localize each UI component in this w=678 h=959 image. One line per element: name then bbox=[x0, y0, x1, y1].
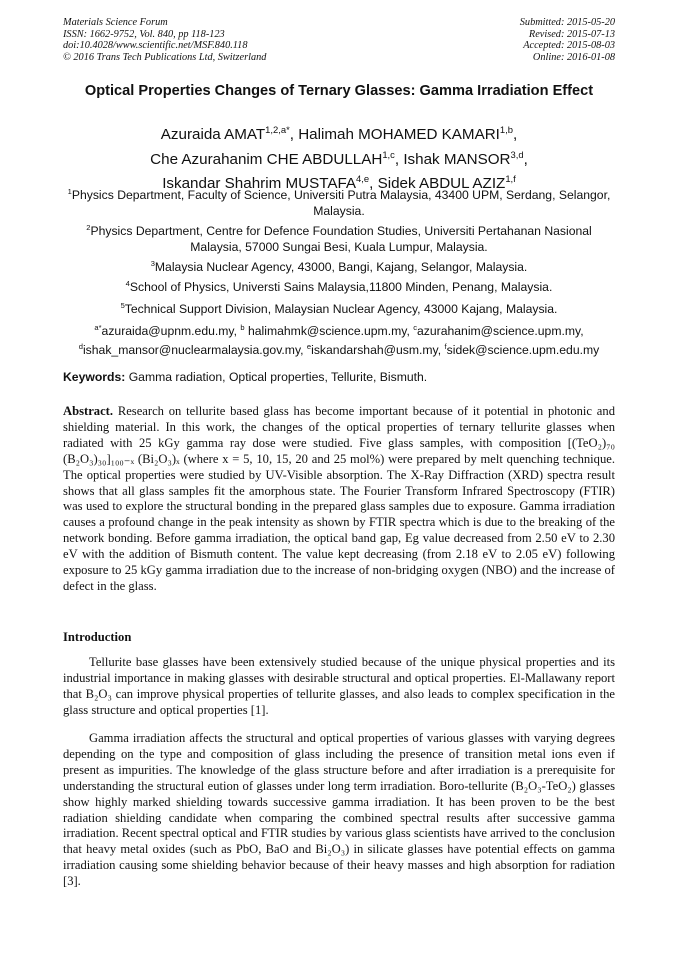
author-affiliation-marker: 1,2,a* bbox=[265, 124, 290, 135]
date-online: Online: 2016-01-08 bbox=[532, 51, 615, 63]
author-affiliation-marker: 1,f bbox=[505, 173, 516, 185]
email-marker: d bbox=[78, 342, 83, 352]
affiliation-number: 5 bbox=[120, 301, 125, 310]
affiliation-text: Physics Department, Centre for Defence Foundation Studies, Universiti Pertahanan Nasional Malaysia, 57000 Sungai Besi, Kuala Lumpur, Malaysia. bbox=[90, 224, 592, 255]
affiliation-number: 2 bbox=[86, 223, 91, 232]
email-address[interactable]: ishak_mansor@nuclearmalaysia.gov.my bbox=[82, 343, 301, 358]
author-separator: , bbox=[523, 150, 528, 168]
publication-dates bbox=[520, 17, 615, 63]
email-address[interactable]: iskandarshah@usm.my bbox=[311, 343, 438, 358]
author-separator: , bbox=[289, 126, 299, 144]
affiliation-2 bbox=[63, 220, 615, 255]
affiliation-text: School of Physics, Universti Sains Malaysia,11800 Minden, Penang, Malaysia. bbox=[129, 280, 553, 295]
journal-info bbox=[63, 17, 266, 63]
affiliation-number: 3 bbox=[150, 259, 155, 268]
author-affiliation-marker: 1,c bbox=[382, 148, 395, 160]
email-marker: e bbox=[306, 342, 312, 352]
abstract-text-part2: (where x = 5, 10, 15, 20 and 25 mol%) were prepared by melt quenching technique. The optical properties were studied by UV-Visible absorption. The X-Ray Diffraction (XRD) spectra result shows that all glass samples fit the amorphous state. The Fourier Transform Infrared Spectroscopy (FTIR) was used to explore the structural bonding in the prepared glass samples due to exposure. Gamma irradiation causes a profound change in the peak intensity as shown by FTIR spectra which is due to the breaking of the network bonding. Before gamma irradiation, the optical band gap, bbox=[63, 451, 615, 546]
email-marker: c bbox=[413, 323, 417, 332]
affiliation-3 bbox=[63, 256, 615, 275]
author-name: Che Azurahanim CHE ABDULLAH bbox=[150, 150, 383, 168]
abstract-band-gap-symbol: Eg bbox=[404, 531, 419, 546]
author-list bbox=[63, 120, 615, 194]
author-separator: , bbox=[369, 175, 378, 193]
affiliation-4 bbox=[63, 276, 615, 295]
affiliation-1 bbox=[63, 184, 615, 219]
email-address[interactable]: azurahanim@science.upm.my bbox=[417, 324, 581, 339]
abstract-text-part1: Research on tellurite based glass has become important because of it potential in photonic and shielding material. In this work, the changes of the optical properties of ternary tellurite glasses when radiated with 25 kGy gamma ray dose were studied. Five glass samples, with composition bbox=[63, 404, 615, 450]
journal-name: Materials Science Forum bbox=[63, 17, 168, 28]
journal-doi: doi:10.4028/www.scientific.net/MSF.840.118 bbox=[63, 40, 248, 52]
abstract-formula: [(TeO₂)₇₀ (B₂O₃)₃₀]₁₀₀₋ₓ (Bi₂O₃)ₓ bbox=[63, 435, 615, 466]
author-affiliation-marker: 4,e bbox=[356, 173, 370, 185]
email-address[interactable]: azuraida@upnm.edu.my bbox=[101, 324, 234, 339]
abstract-label: Abstract. bbox=[63, 404, 114, 418]
abstract bbox=[63, 404, 615, 595]
affiliation-number: 4 bbox=[125, 279, 130, 288]
section-heading-introduction: Introduction bbox=[63, 630, 132, 644]
keywords-text: Gamma radiation, Optical properties, Tellurite, Bismuth. bbox=[128, 370, 428, 384]
email-marker: b bbox=[240, 323, 245, 332]
author-name: Iskandar Shahrim MUSTAFA bbox=[162, 175, 357, 193]
date-submitted: Submitted: 2015-05-20 bbox=[519, 17, 615, 28]
keywords-label: Keywords: bbox=[63, 370, 126, 384]
date-revised: Revised: 2015-07-13 bbox=[528, 28, 615, 40]
affiliation-text: Technical Support Division, Malaysian Nuclear Agency, 43000 Kajang, Malaysia. bbox=[124, 302, 558, 317]
email-address[interactable]: halimahmk@science.upm.my bbox=[247, 324, 407, 339]
author-affiliation-marker: 3,d bbox=[510, 148, 524, 160]
author-name: Ishak MANSOR bbox=[403, 150, 511, 168]
author-separator: , bbox=[512, 126, 518, 144]
affiliation-number: 1 bbox=[67, 187, 72, 196]
affiliation-text: Malaysia Nuclear Agency, 43000, Bangi, Kajang, Selangor, Malaysia. bbox=[154, 260, 528, 275]
journal-copyright: © 2016 Trans Tech Publications Ltd, Switzerland bbox=[63, 51, 267, 63]
paper-title: Optical Properties Changes of Ternary Glasses: Gamma Irradiation Effect bbox=[84, 83, 594, 99]
email-address[interactable]: sidek@science.upm.edu.my bbox=[446, 343, 600, 358]
email-marker: a* bbox=[94, 323, 102, 332]
email-marker: f bbox=[444, 342, 447, 352]
keywords bbox=[63, 370, 615, 385]
author-name: Halimah MOHAMED KAMARI bbox=[298, 126, 500, 144]
author-name: Azuraida AMAT bbox=[160, 126, 266, 144]
abstract-text-part3: value decreased from 2.50 eV to 2.30 eV with the addition of Bismuth content. The value kept decreasing (from 2.18 eV to 2.05 eV) following exposure to 25 kGy gamma irradiation due to the increase of non-bridging oxygen (NBO) and the increase of defect in the glass. bbox=[63, 531, 615, 593]
affiliation-5 bbox=[63, 298, 615, 317]
affiliation-text: Physics Department, Faculty of Science, Universiti Putra Malaysia, 43400 UPM, Serdang, Selangor, Malaysia. bbox=[71, 188, 611, 219]
intro-paragraph-1: Tellurite base glasses have been extensively studied because of the unique physical properties and its industrial importance in making glasses with desirable structural and optical properties. El-Mallawany report that B₂O₃ can improve physical properties of tellurite glasses, and also leads to complex specification in the glass structure and optical properties [1]. bbox=[63, 655, 615, 717]
journal-issn: ISSN: 1662-9752, Vol. 840, pp 118-123 bbox=[63, 28, 225, 40]
author-emails: $^{a*}$azuraida@upnm.edu.my, $^b$ halimahmk@science.upm.my, $^c$azurahanim@science.upm.my, $^d$ishak_mansor@nuclearmalaysia.gov.my, $^e$iskandarshah@usm.my, $^f$sidek@science.upm.edu.my bbox=[78, 323, 600, 358]
author-name: Sidek ABDUL AZIZ bbox=[377, 175, 506, 193]
author-affiliation-marker: 1,b bbox=[499, 124, 513, 135]
date-accepted: Accepted: 2015-08-03 bbox=[523, 40, 615, 52]
intro-paragraph-2: Gamma irradiation affects the structural and optical properties of various glasses with varying degrees depending on the type and composition of glass including the presence of transition metal ions even if present as impurities. The knowledge of the glass structure before and after irradiation is a prerequisite for understanding the structural eution of glasses under long term irradiation. Boro-tellurite (B₂O₃-TeO₂) glasses show highly marked shielding towards successive gamma irradiation. It has been proven to be the best radiation shielding candidate when comparing the combined spectral results after successive gamma irradiation. Recent spectral optical and FTIR studies by various glass scientists have arrived to the conclusion that heavy metal oxides (such as PbO, BaO and Bi₂O₃) in silicate glasses have potential effects on gamma irradiation causing some shielding behavior because of their heavy masses and high absorption for radiation [3]. bbox=[63, 731, 615, 889]
author-separator: , bbox=[394, 150, 404, 168]
